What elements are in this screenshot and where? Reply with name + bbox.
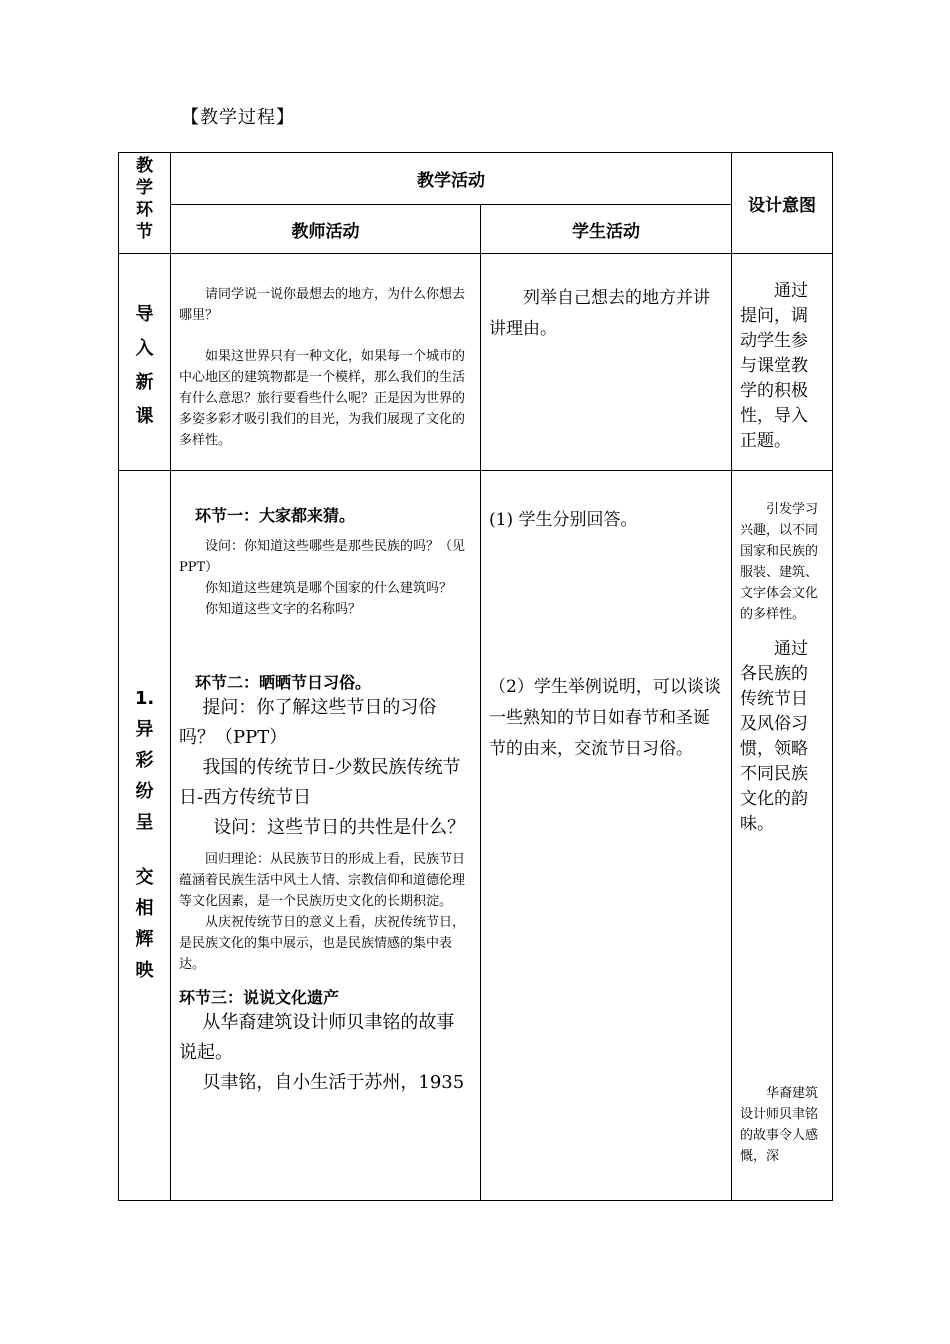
stage-main: 1. 异 彩 纷 呈 交 相 辉 映 (119, 471, 171, 1201)
student-intro: 列举自己想去的地方并讲讲理由。 (481, 254, 732, 471)
segment2-title: 环节二：晒晒节日习俗。 (195, 673, 372, 692)
section-heading: 【教学过程】 (181, 107, 295, 128)
header-intent: 设计意图 (732, 153, 833, 254)
segment1-title: 环节一：大家都来猜。 (195, 506, 356, 525)
teacher-main: 环节一：大家都来猜。 设问：你知道这些哪些是那些民族的吗？（见 PPT） 你知道这些建筑是哪个国家的什么建筑吗？ 你知道这些文字的名称吗？ 环节二：晒晒节日习俗。 提问：你了解这些节日的习俗吗？（PPT） 我国的传统节日-少数民族传统节日-西方传统节日 设问：这些节日的共性是什么？ 回归理论：从民族节日的形成上看，民族节日蕴涵着民族生活中风土人情、宗教信仰和道德伦理等文化因素，是一个民族历史文化的长期积淀。 从庆祝传统节日的意义上看，庆祝传统节日，是民族文化的集中展示，也是民族情感的集中表达。 环节三：说说文化遗产 从华裔建筑设计师贝聿铭的故事说起。 贝聿铭，自小生活于苏州，1935 (171, 471, 481, 1201)
stage-intro: 导 入 新 课 (119, 254, 171, 471)
student-main: (1) 学生分别回答。 （2）学生举例说明，可以谈谈一些熟知的节日如春节和圣诞节的由来，交流节日习俗。 (481, 471, 732, 1201)
intent-main: 引发学习兴趣，以不同国家和民族的服装、建筑、文字体会文化的多样性。 通过各民族的传统节日及风俗习惯，领略不同民族文化的韵味。 华裔建筑设计师贝聿铭的故事令人感慨，深 (732, 471, 833, 1201)
header-student: 学生活动 (481, 205, 732, 254)
segment3-title: 环节三：说说文化遗产 (179, 988, 340, 1007)
intent-intro: 通过提问，调动学生参与课堂教学的积极性，导入正题。 (732, 254, 833, 471)
teacher-intro-q2: 如果这世界只有一种文化，如果每一个城市的中心地区的建筑物都是一个模样，那么我们的生活有什么意思？旅行要看些什么呢？正是因为世界的多姿多彩才吸引我们的目光，为我们展现了文化的多样性。 (179, 349, 466, 448)
header-activities: 教学活动 (171, 153, 732, 205)
header-teacher: 教师活动 (171, 205, 481, 254)
header-stage: 教学环节 (119, 153, 171, 254)
teacher-intro (171, 254, 481, 471)
lesson-table (118, 152, 833, 1201)
teacher-intro-q1: 请同学说一说你最想去的地方，为什么你想去哪里？ (179, 287, 466, 323)
